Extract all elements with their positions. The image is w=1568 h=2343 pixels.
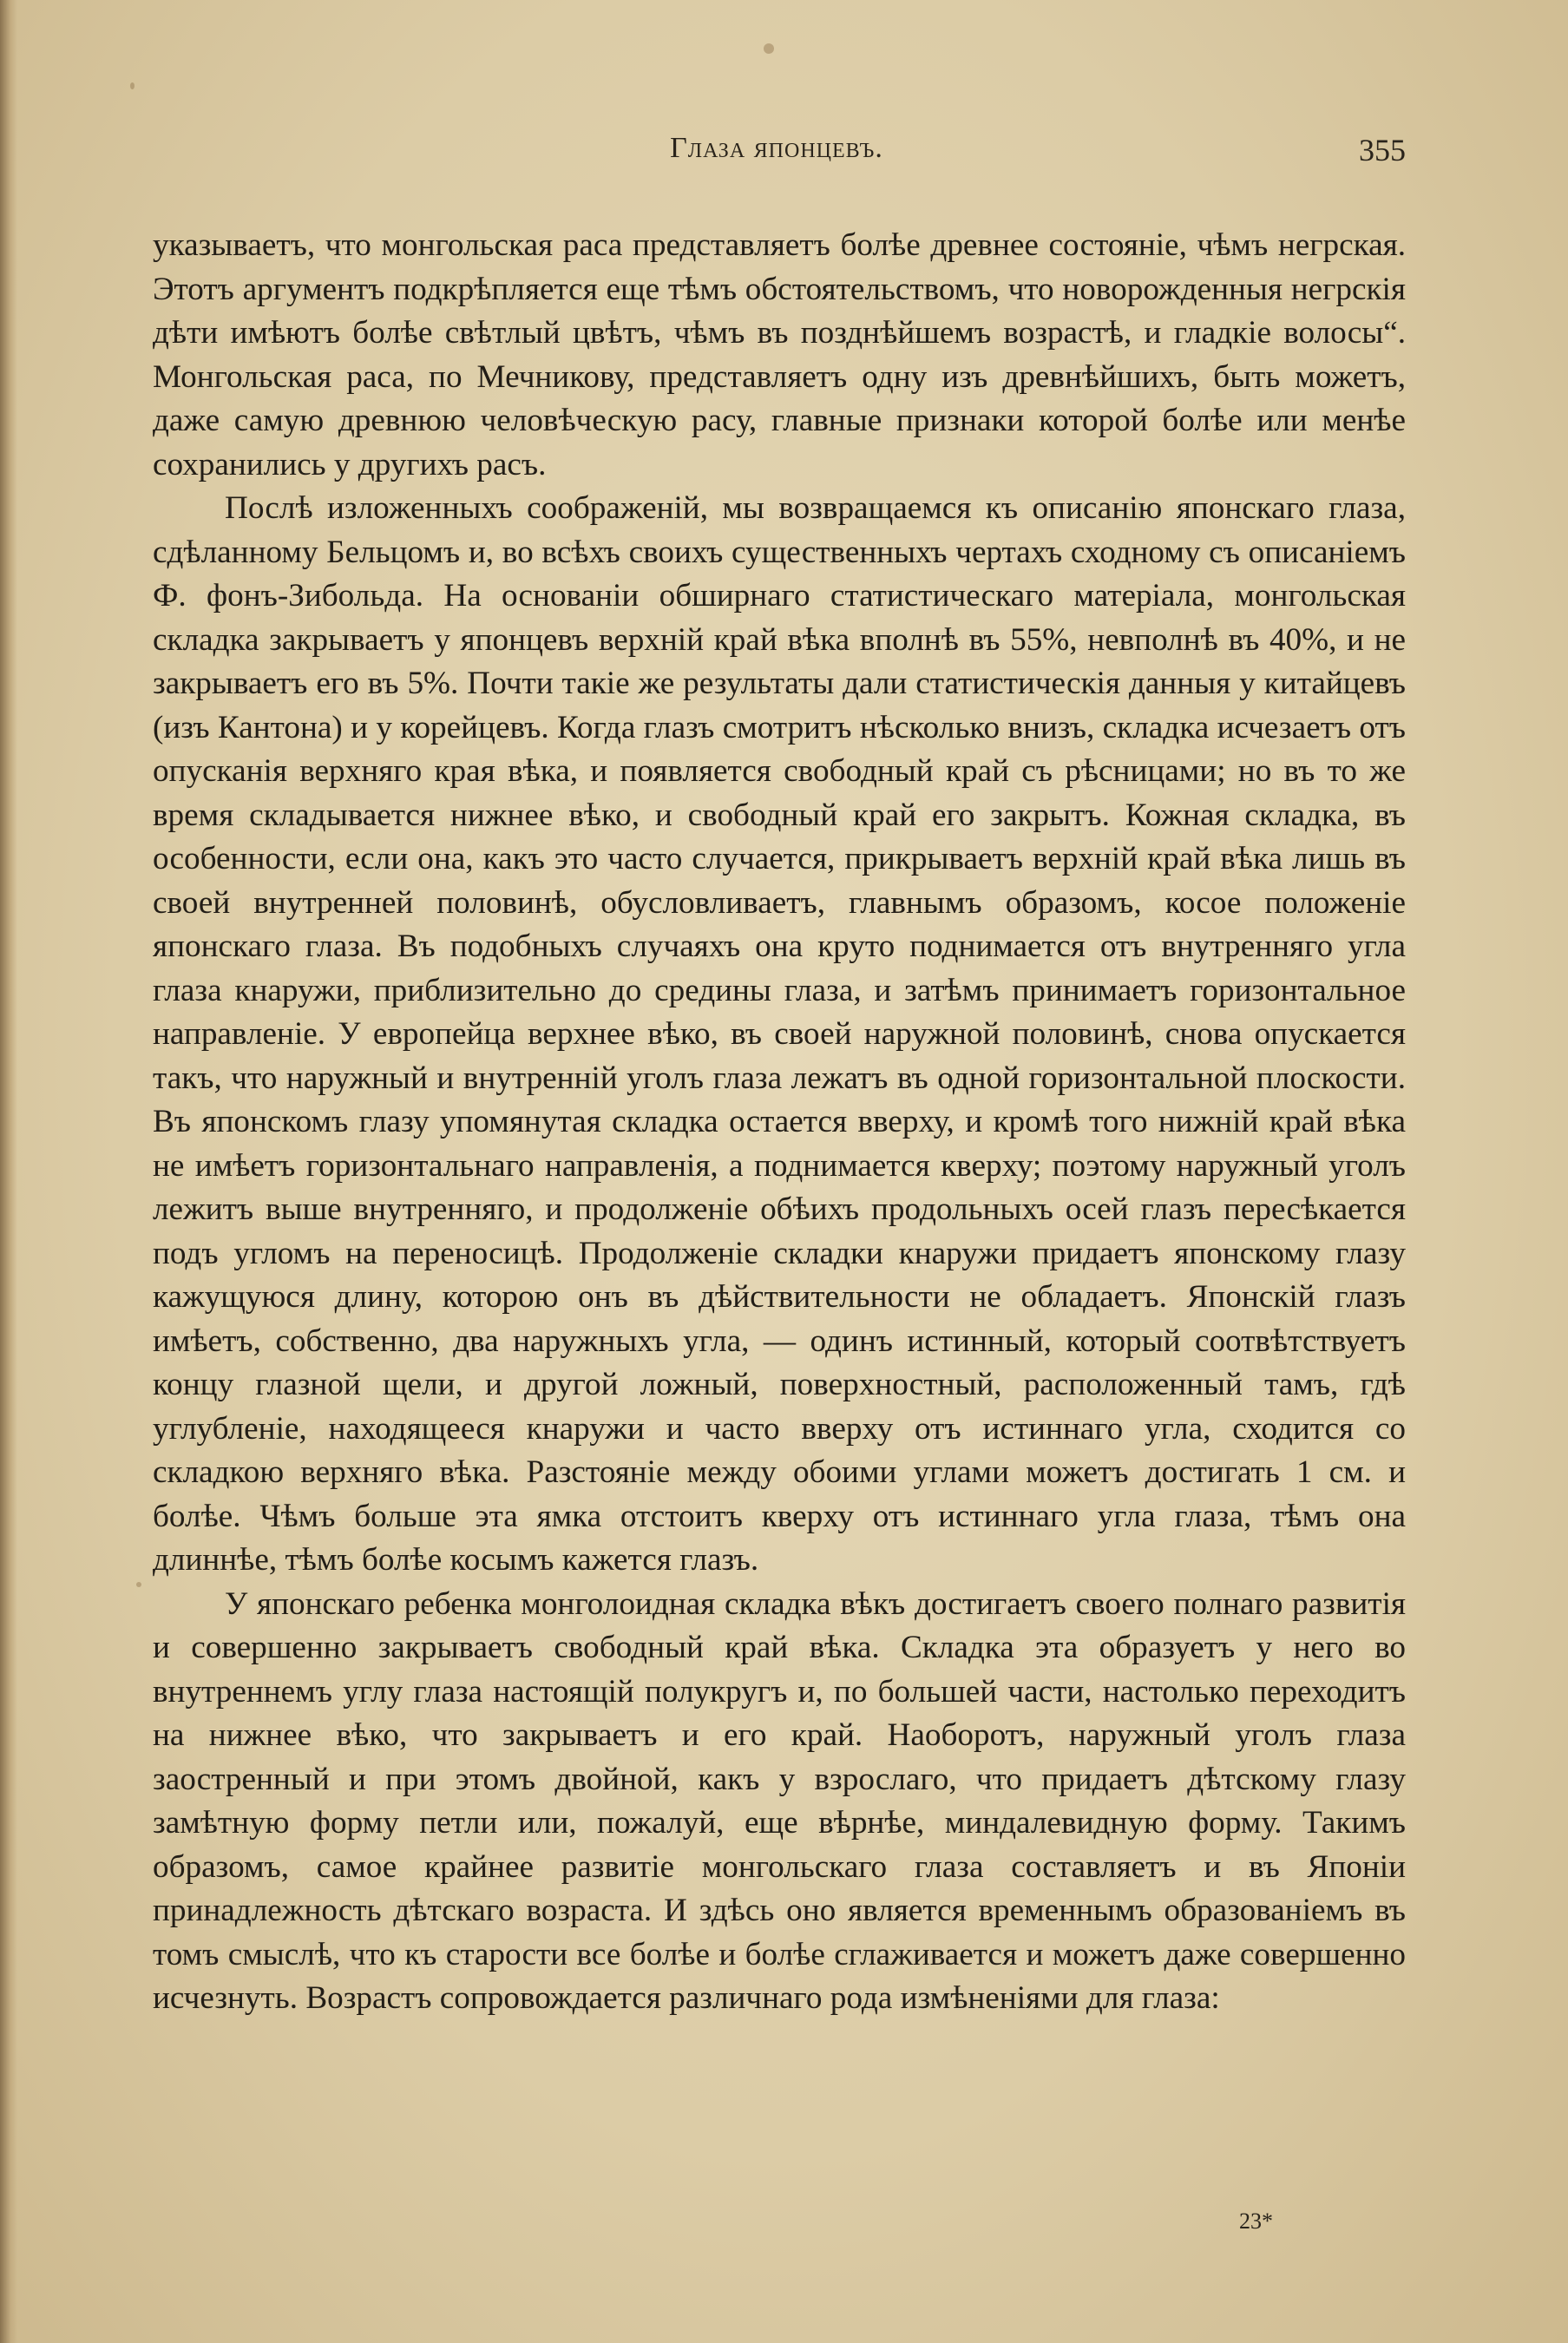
paragraph-1: указываетъ, что монгольская раса представляетъ болѣе древнее состояніе, чѣмъ негрская. Этотъ аргументъ подкрѣпляется еще тѣмъ обстоятельствомъ, что новорожденныя негрскія дѣти имѣютъ болѣе свѣтлый цвѣтъ, чѣмъ въ позднѣйшемъ возрастѣ, и гладкіе волосы“. Монгольская раса, по Мечникову, представляетъ одну изъ древнѣйшихъ, быть можетъ, даже самую древнюю человѣческую расу, главные признаки которой болѣе или менѣе сохранились у другихъ расъ.: [153, 227, 1406, 482]
body-text: [153, 224, 1406, 2021]
paragraph-2: Послѣ изложенныхъ соображеній, мы возвращаемся къ описанію японскаго глаза, сдѣланному Бельцомъ и, во всѣхъ своихъ существенныхъ чертахъ сходному съ описаніемъ Ф. фонъ-Зибольда. На основаніи обширнаго статистическаго матеріала, монгольская складка закрываетъ у японцевъ верхній край вѣка вполнѣ въ 55%, невполнѣ въ 40%, и не закрываетъ его въ 5%. Почти такіе же результаты дали статистическія данныя у китайцевъ (изъ Кантона) и у корейцевъ. Когда глазъ смотритъ нѣсколько внизъ, складка исчезаетъ отъ опусканія верхняго края вѣка, и появляется свободный край съ рѣсницами; но въ то же время складывается нижнее вѣко, и свободный край его закрытъ. Кожная складка, въ особенности, если она, какъ это часто случается, прикрываетъ верхній край вѣка лишь въ своей внутренней половинѣ, обусловливаетъ, главнымъ образомъ, косое положеніе японскаго глаза. Въ подобныхъ случаяхъ она круто поднимается отъ внутренняго угла глаза кнаружи, приблизительно до средины глаза, и затѣмъ принимаетъ горизонтальное направленіе. У европейца верхнее вѣко, въ своей наружной половинѣ, снова опускается такъ, что наружный и внутренній уголъ глаза лежатъ въ одной горизонтальной плоскости. Въ японскомъ глазу упомянутая складка остается вверху, и кромѣ того нижній край вѣка не имѣетъ горизонтальнаго направленія, а поднимается кверху; поэтому наружный уголъ лежитъ выше внутренняго, и продолженіе обѣихъ продольныхъ осей глазъ пересѣкается подъ угломъ на переносицѣ. Продолженіе складки кнаружи придаетъ японскому глазу кажущуюся длину, которою онъ въ дѣйствительности не обладаетъ. Японскій глазъ имѣетъ, собственно, два наружныхъ угла, — одинъ истинный, который соотвѣтствуетъ концу глазной щели, и другой ложный, поверхностный, расположенный тамъ, гдѣ углубленіе, находящееся кнаружи и часто вверху отъ истиннаго угла, сходится со складкою верхняго вѣка. Разстояніе между обоими углами можетъ достигать 1 см. и болѣе. Чѣмъ больше эта ямка отстоитъ кверху отъ истиннаго угла глаза, тѣмъ она длиннѣе, тѣмъ болѣе косымъ кажется глазъ.: [153, 490, 1406, 1578]
ink-smudge: [136, 1582, 141, 1587]
signature-mark: 23*: [1239, 2208, 1273, 2234]
ink-smudge: [764, 43, 774, 54]
running-title: Глаза японцевъ.: [670, 132, 883, 164]
page-edge-shadow: [0, 0, 17, 2343]
page-number: 355: [1359, 133, 1406, 167]
paragraph-3: У японскаго ребенка монголоидная складка вѣкъ достигаетъ своего полнаго развитія и совершенно закрываетъ свободный край вѣка. Складка эта образуетъ у него во внутреннемъ углу глаза настоящій полукругъ и, по большей части, настолько переходитъ на нижнее вѣко, что закрываетъ и его край. Наоборотъ, наружный уголъ глаза заостренный и при этомъ двойной, какъ у взрослаго, что придаетъ дѣтскому глазу замѣтную форму петли или, пожалуй, еще вѣрнѣе, миндалевидную форму. Такимъ образомъ, самое крайнее развитіе монгольскаго глаза составляетъ и въ Японіи принадлежность дѣтскаго возраста. И здѣсь оно является временнымъ образованіемъ въ томъ смыслѣ, что къ старости все болѣе и болѣе сглаживается и можетъ даже совершенно исчезнуть. Возрастъ сопровождается различнаго рода измѣненіями для глаза:: [153, 1585, 1406, 2016]
ink-smudge: [130, 82, 134, 89]
page-header: [148, 132, 1406, 175]
